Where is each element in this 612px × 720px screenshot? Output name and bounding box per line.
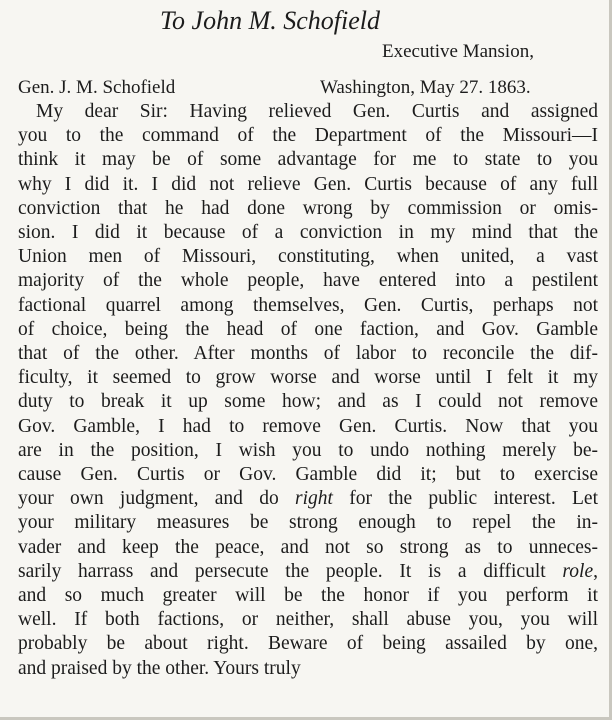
letter-dateline: Washington, May 27. 1863. bbox=[320, 77, 531, 98]
letter-line bbox=[18, 245, 598, 269]
line-text: for the public interest. Let bbox=[332, 488, 599, 510]
line-text: your military measures be strong enough to repel the in- bbox=[18, 512, 598, 534]
letter-body bbox=[18, 100, 598, 681]
letter-line bbox=[18, 197, 598, 221]
letter-addressee: Gen. J. M. Schofield bbox=[18, 77, 176, 98]
line-text: Gov. Gamble, I had to remove Gen. Curtis. Now that you bbox=[18, 415, 598, 437]
line-text: and so much greater will be the honor if you perform it bbox=[18, 585, 598, 607]
letter-line bbox=[18, 439, 598, 463]
letter-line bbox=[18, 173, 598, 197]
line-text: sion. I did it because of a conviction in my mind that the bbox=[18, 222, 598, 244]
letter-line bbox=[18, 511, 598, 535]
letter-line bbox=[18, 318, 598, 342]
line-text: your own judgment, and do bbox=[18, 488, 296, 510]
letter-line bbox=[18, 608, 598, 632]
line-text: , bbox=[593, 560, 598, 582]
line-text: Union men of Missouri, constituting, when united, a vast bbox=[18, 246, 598, 268]
line-text: that of the other. After months of labor to reconcile the dif- bbox=[18, 343, 598, 365]
letter-line bbox=[18, 124, 598, 148]
letter-line bbox=[18, 487, 598, 511]
line-text: sarily harrass and persecute the people. It is a difficult bbox=[18, 560, 563, 582]
line-text: majority of the whole people, have entered into a pestilent bbox=[18, 270, 598, 292]
letter-line bbox=[18, 560, 598, 584]
letter-line bbox=[18, 415, 598, 439]
line-text: probably be about right. Beware of being assailed by one, bbox=[18, 633, 598, 655]
line-text: duty to break it up some how; and as I could not remove bbox=[18, 391, 598, 413]
letter-line bbox=[18, 100, 598, 124]
line-text: why I did it. I did not relieve Gen. Curtis because of any full bbox=[18, 173, 598, 195]
line-text: think it may be of some advantage for me to state to you bbox=[18, 149, 598, 171]
letter-place: Executive Mansion, bbox=[382, 41, 534, 62]
letter-line bbox=[18, 536, 598, 560]
letter-line bbox=[18, 463, 598, 487]
line-text: vader and keep the peace, and not so strong as to unneces- bbox=[18, 536, 598, 558]
emphasized-word: role bbox=[562, 560, 594, 582]
letter-line bbox=[18, 584, 598, 608]
line-text: conviction that he had done wrong by commission or omis- bbox=[18, 197, 598, 219]
letter-heading: To John M. Schofield bbox=[159, 6, 381, 35]
letter-line bbox=[18, 657, 598, 681]
line-text: of choice, being the head of one faction, and Gov. Gamble bbox=[18, 318, 598, 340]
line-text: ficulty, it seemed to grow worse and worse until I felt it my bbox=[18, 367, 598, 389]
line-text: My dear Sir: Having relieved Gen. Curtis and assigned bbox=[36, 101, 598, 122]
emphasized-word: right bbox=[295, 488, 333, 510]
letter-line bbox=[18, 366, 598, 390]
line-text: factional quarrel among themselves, Gen. Curtis, perhaps not bbox=[18, 294, 598, 316]
letter-line bbox=[18, 632, 598, 656]
letter-line bbox=[18, 294, 598, 318]
line-text: cause Gen. Curtis or Gov. Gamble did it; but to exercise bbox=[18, 464, 598, 486]
line-text: well. If both factions, or neither, shall abuse you, you will bbox=[18, 609, 598, 631]
letter-line bbox=[18, 148, 598, 172]
letter-line bbox=[18, 269, 598, 293]
line-text: and praised by the other. Yours truly bbox=[18, 657, 301, 679]
letter-line bbox=[18, 342, 598, 366]
line-text: you to the command of the Department of the Missouri—I bbox=[18, 125, 598, 147]
line-text: are in the position, I wish you to undo nothing merely be- bbox=[18, 439, 598, 461]
letter-line bbox=[18, 221, 598, 245]
letter-line bbox=[18, 390, 598, 414]
